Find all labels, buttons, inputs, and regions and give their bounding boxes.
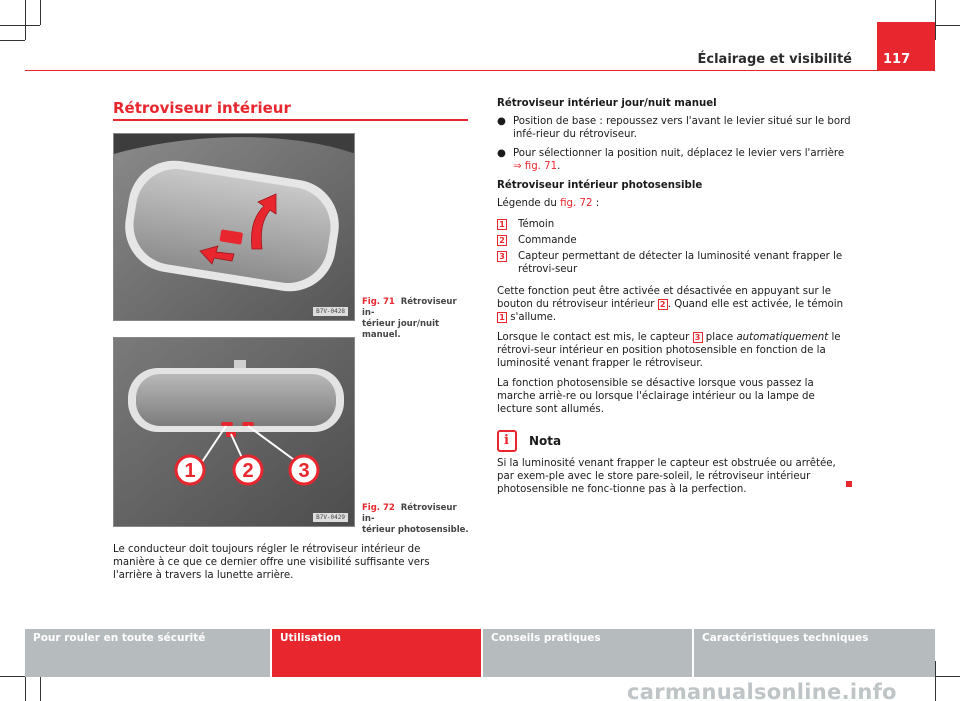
legend-intro bbox=[497, 197, 853, 210]
bullet-2-text: Pour sélectionner la position nuit, déplacez le levier vers l'arrière bbox=[513, 148, 845, 159]
note-header bbox=[497, 430, 853, 452]
paragraph-text: Lorsque le contact est mis, le capteur bbox=[497, 332, 690, 343]
paragraph-text: place bbox=[705, 332, 734, 343]
mirror-manual-illustration bbox=[114, 134, 355, 321]
crop-mark bbox=[0, 25, 40, 26]
watermark: carmanualsonline.info bbox=[627, 680, 897, 701]
manual-mirror-heading: Rétroviseur intérieur jour/nuit manuel bbox=[497, 98, 717, 109]
legend-item bbox=[497, 234, 853, 247]
crop-mark bbox=[935, 661, 936, 701]
crop-mark bbox=[935, 0, 936, 40]
note-text: Si la luminosité venant frapper le capteur est obstruée ou arrêtée, par exem-ple avec le store pare-soleil, le rétroviseur intérieur photosensible ne fonc-tionne pas à la perfection. bbox=[497, 458, 836, 495]
list-item bbox=[497, 115, 853, 141]
paragraph-text: s'allume. bbox=[510, 312, 557, 323]
sensor-paragraph bbox=[497, 331, 853, 370]
paragraph-text: . Quand elle est activée, le témoin bbox=[667, 299, 844, 310]
legend-number: 1 bbox=[497, 219, 507, 230]
emphasis-text: automatiquement bbox=[736, 332, 829, 343]
callout-3: 3 bbox=[298, 460, 310, 482]
legend-text: Capteur permettant de détecter la luminosité venant frapper le rétrovi-seur bbox=[518, 251, 843, 275]
section-end-marker bbox=[846, 481, 852, 487]
figure-code: B7V-0428 bbox=[313, 307, 348, 316]
right-column bbox=[497, 97, 853, 503]
footer-tab-utilisation[interactable]: Utilisation bbox=[272, 629, 481, 677]
bullet-text: Position de base : repoussez vers l'avant le levier situé sur le bord infé-rieur du rétroviseur. bbox=[513, 116, 851, 140]
header-rule bbox=[25, 70, 935, 71]
section-title: Rétroviseur intérieur bbox=[113, 99, 291, 117]
figure-72-caption-line1: Rétroviseur in- bbox=[362, 503, 457, 524]
info-note-icon: i bbox=[497, 430, 517, 452]
legend-number: 3 bbox=[497, 251, 507, 262]
figure-72-link[interactable]: fig. 72 bbox=[560, 198, 593, 209]
legend-text: Commande bbox=[518, 235, 577, 246]
paragraph-text: Cette fonction peut être activée et désactivée en appuyant sur le bouton du rétroviseur intérieur bbox=[497, 286, 831, 310]
callout-1: 1 bbox=[184, 460, 196, 482]
ref-number: 1 bbox=[497, 312, 507, 323]
list-item bbox=[497, 147, 853, 173]
figure-71-caption-line2: térieur jour/nuit manuel. bbox=[362, 319, 440, 340]
deactivation-paragraph: La fonction photosensible se désactive lorsque vous passez la marche arriè-re ou lorsque l'éclairage intérieur ou la lampe de lecture sont allumés. bbox=[497, 378, 815, 415]
figure-72-caption bbox=[362, 503, 472, 536]
figure-72-label: Fig. 72 bbox=[362, 503, 395, 513]
figure-code: B7V-0429 bbox=[313, 513, 348, 522]
legend-number: 2 bbox=[497, 235, 507, 246]
figure-72-caption-line2: térieur photosensible. bbox=[362, 525, 469, 535]
crop-mark bbox=[40, 0, 41, 25]
figure-71-caption bbox=[362, 297, 472, 341]
note-title: Nota bbox=[529, 433, 562, 448]
activation-paragraph bbox=[497, 285, 853, 324]
bullet-icon: ● bbox=[497, 148, 506, 159]
paragraph-text: le rétrovi-seur intérieur en position photosensible en fonction de la luminosité venant frapper le rétroviseur. bbox=[497, 332, 841, 369]
legend-text: Témoin bbox=[518, 219, 555, 230]
crop-mark bbox=[0, 40, 25, 41]
ref-number: 3 bbox=[693, 332, 703, 343]
bullet-text: Pour sélectionner la position nuit, déplacez le levier vers l'arrière ⇒ fig. 71. bbox=[513, 148, 845, 172]
figure-71-link[interactable]: ⇒ fig. 71 bbox=[513, 161, 558, 172]
crop-mark bbox=[25, 0, 26, 40]
figure-71-image bbox=[113, 133, 355, 321]
footer-tab-safety[interactable]: Pour rouler en toute sécurité bbox=[25, 629, 270, 677]
page-number: 117 bbox=[877, 22, 935, 70]
intro-paragraph: Le conducteur doit toujours régler le rétroviseur intérieur de manière à ce que ce dernier offre une visibilité suffisante vers l'arrière à travers la lunette arrière. bbox=[113, 544, 430, 581]
callout-2: 2 bbox=[242, 460, 254, 482]
ref-number: 2 bbox=[658, 299, 668, 310]
footer-tab-specs[interactable]: Caractéristiques techniques bbox=[694, 629, 935, 677]
footer-tab-tips[interactable]: Conseils pratiques bbox=[483, 629, 692, 677]
crop-mark bbox=[40, 676, 41, 701]
mirror-photosensitive-illustration bbox=[114, 338, 355, 527]
figure-72-image bbox=[113, 337, 355, 527]
legend-item bbox=[497, 250, 853, 276]
legend-intro-text: Légende du bbox=[497, 198, 557, 209]
figure-71-caption-line1: Rétroviseur in- bbox=[362, 297, 457, 318]
legend-item bbox=[497, 218, 853, 231]
photosensitive-heading: Rétroviseur intérieur photosensible bbox=[497, 180, 703, 191]
section-rule bbox=[113, 119, 468, 121]
bullet-icon: ● bbox=[497, 116, 506, 127]
running-header-title: Éclairage et visibilité bbox=[697, 52, 852, 67]
legend-intro-colon: : bbox=[595, 198, 600, 209]
figure-71-label: Fig. 71 bbox=[362, 297, 395, 307]
